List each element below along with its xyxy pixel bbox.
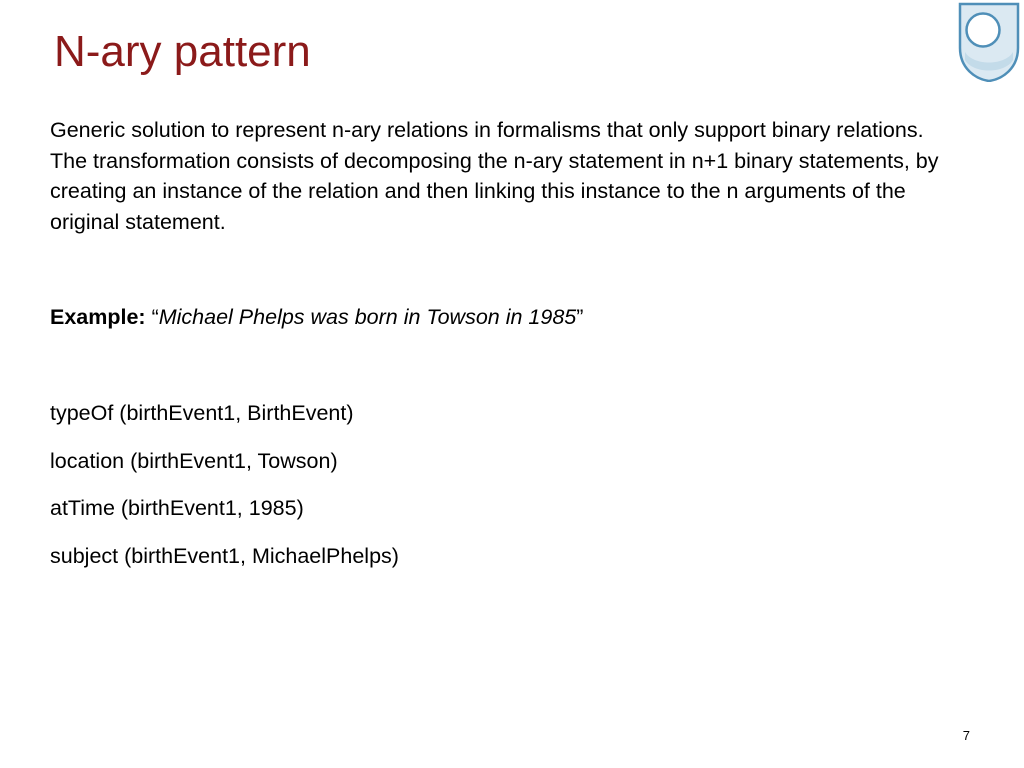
university-shield-logo-icon: [957, 2, 1021, 82]
statement-location: location (birthEvent1, Towson): [50, 449, 338, 473]
example-label: Example:: [50, 305, 146, 329]
statement-subject: subject (birthEvent1, MichaelPhelps): [50, 544, 399, 568]
slide-description: Generic solution to represent n-ary relations in formalisms that only support binary relations. The transformation consists of decomposing the n-ary statement in n+1 binary statements, by creating an instance of the relation and then linking this instance to the n arguments of the original statement.: [50, 118, 939, 234]
page-number: 7: [962, 728, 970, 743]
statement-at-time: atTime (birthEvent1, 1985): [50, 496, 304, 520]
example-quote-text: Michael Phelps was born in Towson in 1985: [158, 305, 577, 329]
example-close-quote: ”: [576, 305, 584, 329]
example-line: [50, 302, 583, 332]
statement-type-of: typeOf (birthEvent1, BirthEvent): [50, 401, 354, 425]
example-open-quote: “: [145, 305, 159, 329]
slide-title: N-ary pattern: [54, 27, 311, 76]
